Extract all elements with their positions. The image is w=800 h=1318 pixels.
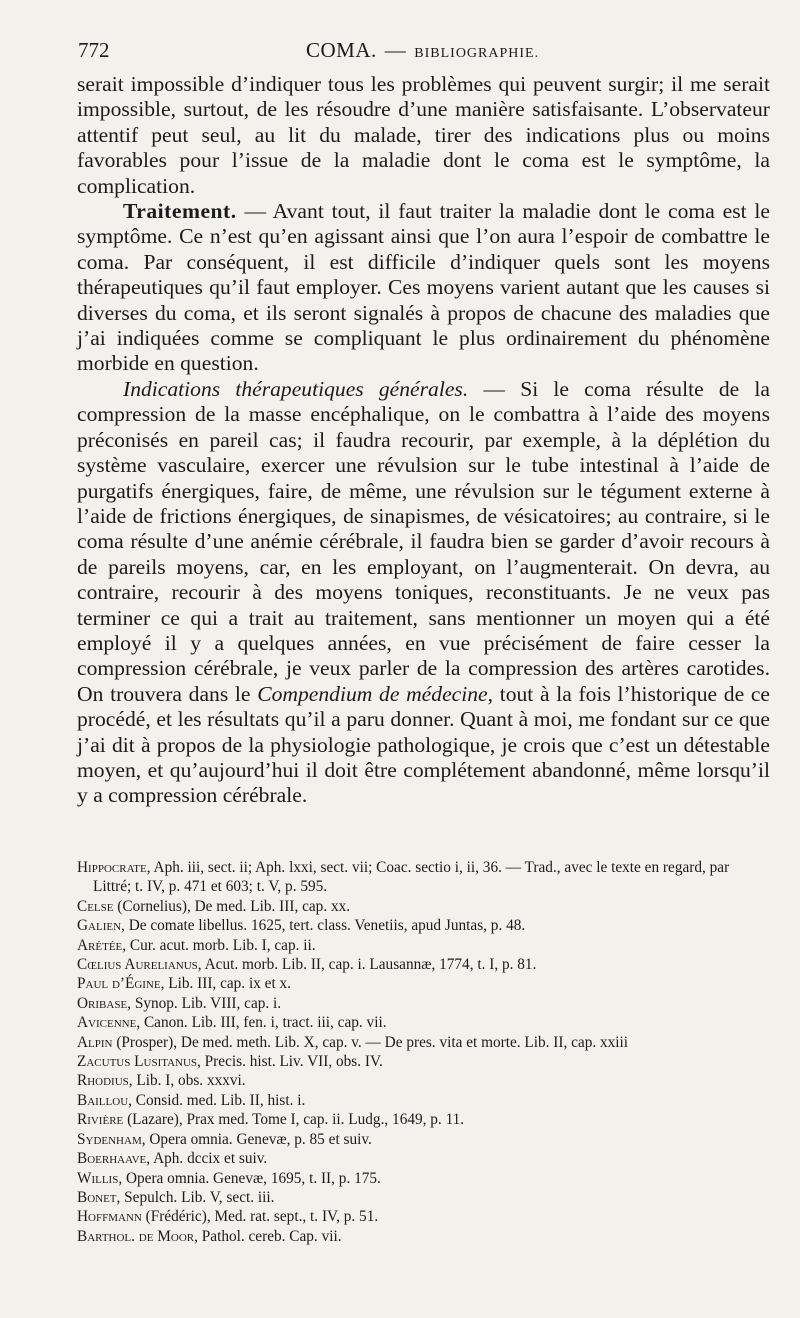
bibliography — [77, 858, 770, 1246]
bibliography-author: Sydenham — [77, 1130, 142, 1148]
bibliography-reference: , Consid. med. Lib. II, hist. i. — [128, 1091, 306, 1109]
bibliography-author: Paul d’Égine — [77, 975, 161, 993]
bibliography-entry — [77, 1207, 770, 1226]
bibliography-entry — [77, 1033, 770, 1052]
compendium-title: Compendium de médecine — [257, 681, 488, 706]
paragraph-prognosis-end: serait impossible d’indiquer tous les problèmes qui peuvent surgir; il me serait impossible, surtout, de les résoudre d’une manière satisfaisante. L’observateur attentif peut seul, au lit du malade, tirer des indications plus ou moins favorables pour l’issue de la maladie dont le coma est le symptôme, la complication. — [77, 72, 770, 198]
paragraph-indications-text-a: — Si le coma résulte de la compression de la masse encéphalique, on le combattra à l’aide des moyens préconisés en pareil cas; il faudra recourir, par exemple, à la déplétion du système vasculaire, exercer une révulsion sur le tube intestinal à l’aide de purgatifs énergiques, faire, de même, une révulsion sur le tégument externe à l’aide de frictions énergiques, de sinapismes, de vésicatoires; au contraire, si le coma résulte d’une anémie cérébrale, il faudra bien se garder d’avoir recours à de pareils moyens, car, en les employant, on l’augmenterait. On devra, au contraire, recourir à des moyens toniques, reconstituants. Je ne veux pas terminer ce qui a trait au traitement, sans mentionner un moyen qui a été employé il y a quelques années, en vue précisément de faire cesser la compression cérébrale, je veux parler de la compression des artères carotides. On trouvera dans le — [77, 376, 771, 706]
running-header — [78, 38, 768, 68]
bibliography-reference: , Opera omnia. Genevæ, p. 85 et suiv. — [141, 1130, 372, 1148]
bibliography-author: Willis — [77, 1169, 119, 1187]
bibliography-author: Rivière — [77, 1111, 124, 1129]
bibliography-reference: , Pathol. cereb. Cap. vii. — [194, 1227, 342, 1245]
bibliography-entry — [77, 1227, 770, 1246]
bibliography-reference: , Lib. III, cap. ix et x. — [160, 975, 291, 993]
bibliography-author: Galien — [77, 917, 122, 935]
bibliography-reference: , Aph. iii, sect. ii; Aph. lxxi, sect. vii; Coac. sectio i, ii, 36. — Trad., avec le texte en regard, par Littré; t. IV, p. 471 et 603; t. V, p. 595. — [93, 859, 730, 896]
bibliography-reference: , Precis. hist. Liv. VII, obs. IV. — [197, 1053, 383, 1071]
title-dash: — — [384, 38, 407, 62]
bibliography-entry — [77, 1188, 770, 1207]
bibliography-reference: , Lib. I, obs. xxxvi. — [128, 1072, 246, 1090]
bibliography-reference: (Lazare), Prax med. Tome I, cap. ii. Ludg., 1649, p. 11. — [123, 1111, 465, 1129]
bibliography-reference: , Sepulch. Lib. V, sect. iii. — [116, 1188, 275, 1206]
bibliography-author: Arétée — [77, 936, 123, 954]
bibliography-author: Zacutus Lusitanus — [77, 1053, 198, 1071]
paragraph-indications-text-b: , tout à la fois l’historique de ce procédé, et les résultats qu’il a paru donner. Quant à moi, me fondant sur ce que j’ai dit à propos de la physiologie pathologique, je crois que c’est un détestable moyen, et qu’aujourd’hui il doit être complétement abandonné, même lorsqu’il y a compression cérébrale. — [77, 681, 770, 808]
paragraph-traitement — [77, 199, 770, 377]
bibliography-reference: , Canon. Lib. III, fen. i, tract. iii, cap. vii. — [136, 1014, 387, 1032]
page-number: 772 — [78, 38, 110, 62]
running-title-section: BIBLIOGRAPHIE. — [414, 46, 540, 61]
heading-traitement: Traitement. — [123, 199, 237, 224]
bibliography-entry — [77, 974, 770, 993]
bibliography-entry — [77, 1130, 770, 1149]
bibliography-entry — [77, 994, 770, 1013]
bibliography-entry — [77, 1052, 770, 1071]
bibliography-author: Oribase — [77, 994, 128, 1012]
bibliography-reference: (Cornelius), De med. Lib. III, cap. xx. — [113, 897, 351, 915]
bibliography-author: Cœlius Aurelianus — [77, 956, 198, 974]
main-text — [77, 72, 770, 809]
bibliography-reference: , Acut. morb. Lib. II, cap. i. Lausannæ, 1774, t. I, p. 81. — [197, 956, 537, 974]
bibliography-author: Celse — [77, 897, 114, 915]
bibliography-entry — [77, 1013, 770, 1032]
bibliography-entry — [77, 897, 770, 916]
bibliography-author: Avicenne — [77, 1014, 137, 1032]
bibliography-author: Rhodius — [77, 1072, 129, 1090]
bibliography-entry — [77, 936, 770, 955]
bibliography-entry — [77, 1169, 770, 1188]
bibliography-entry — [77, 1071, 770, 1090]
bibliography-reference: , Aph. dccix et suiv. — [146, 1150, 268, 1168]
bibliography-reference: , De comate libellus. 1625, tert. class. Venetiis, apud Juntas, p. 48. — [121, 917, 526, 935]
running-title — [306, 38, 539, 63]
bibliography-entry — [77, 916, 770, 935]
bibliography-author: Bonet — [77, 1188, 117, 1206]
running-title-main: COMA. — [306, 38, 377, 62]
bibliography-reference: , Opera omnia. Genevæ, 1695, t. II, p. 175. — [118, 1169, 381, 1187]
bibliography-entry — [77, 1149, 770, 1168]
bibliography-reference: (Prosper), De med. meth. Lib. X, cap. v. — De pres. vita et morte. Lib. II, cap. xxiii — [112, 1033, 629, 1051]
bibliography-reference: , Synop. Lib. VIII, cap. i. — [127, 994, 282, 1012]
bibliography-entry — [77, 955, 770, 974]
bibliography-entry — [77, 1110, 770, 1129]
bibliography-author: Hippocrate — [77, 859, 147, 876]
bibliography-author: Alpin — [77, 1033, 113, 1051]
bibliography-entry — [77, 1091, 770, 1110]
bibliography-author: Barthol. de Moor — [77, 1227, 195, 1245]
bibliography-author: Hoffmann — [77, 1208, 142, 1226]
bibliography-author: Baillou — [77, 1091, 129, 1109]
paragraph-indications — [77, 377, 770, 809]
bibliography-reference: (Frédéric), Med. rat. sept., t. IV, p. 51. — [141, 1208, 379, 1226]
bibliography-entry — [77, 858, 770, 897]
bibliography-author: Boerhaave — [77, 1150, 147, 1168]
bibliography-reference: , Cur. acut. morb. Lib. I, cap. ii. — [122, 936, 316, 954]
paragraph-traitement-text: — Avant tout, il faut traiter la maladie dont le coma est le symptôme. Ce n’est qu’en agissant ainsi que l’on aura l’espoir de combattre le coma. Par conséquent, il est difficile d’indiquer quels sont les moyens thérapeutiques qu’il faut employer. Ces moyens varient autant que les causes si diverses du coma, et ils seront signalés à propos de chacune des maladies que j’ai indiquées comme se compliquant le plus ordinairement du phénomène morbide en question. — [77, 199, 770, 376]
heading-indications: Indications thérapeutiques générales. — [123, 376, 469, 401]
